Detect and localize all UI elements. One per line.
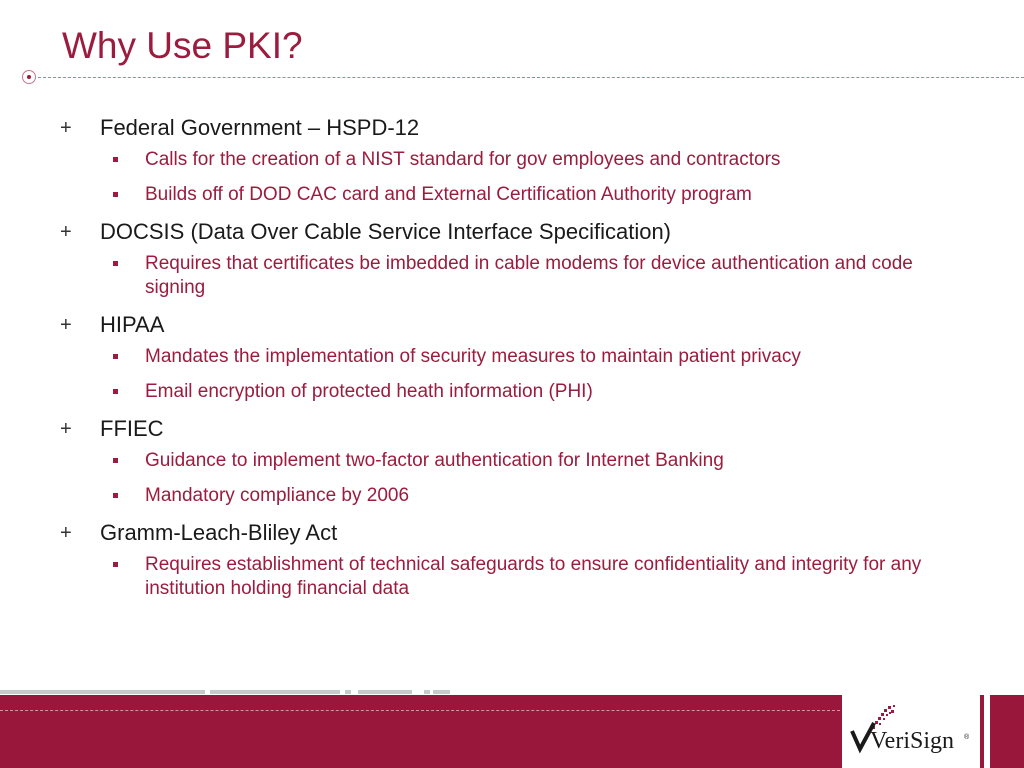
sub-bullet bbox=[0, 484, 1024, 508]
sub-bullet-text: Mandates the implementation of security measures to maintain patient privacy bbox=[145, 346, 801, 367]
sub-bullet-list bbox=[0, 553, 1024, 601]
verisign-logo bbox=[842, 695, 980, 768]
bullet-text: DOCSIS (Data Over Cable Service Interface Specification) bbox=[100, 219, 672, 244]
bullet-item bbox=[0, 311, 1024, 404]
registered-mark: ® bbox=[964, 734, 970, 741]
plus-bullet-icon: + bbox=[60, 221, 72, 243]
square-bullet-icon bbox=[113, 261, 118, 266]
plus-bullet-icon: + bbox=[60, 522, 72, 544]
sub-bullet bbox=[0, 183, 1024, 207]
sub-bullet-list bbox=[0, 252, 1024, 300]
circle-dot-icon bbox=[22, 70, 36, 84]
verisign-checkmark-logo bbox=[848, 701, 974, 763]
footer-bar bbox=[345, 690, 351, 694]
sub-bullet-text: Builds off of DOD CAC card and External Certification Authority program bbox=[145, 184, 752, 205]
bullet-level1 bbox=[0, 114, 1024, 142]
sub-bullet-text: Guidance to implement two-factor authentication for Internet Banking bbox=[145, 450, 724, 471]
footer-bar bbox=[424, 690, 430, 694]
footer-divider-strip bbox=[984, 695, 990, 768]
square-bullet-icon bbox=[113, 192, 118, 197]
footer-bar bbox=[358, 690, 412, 694]
sub-bullet bbox=[0, 449, 1024, 473]
bullet-level1 bbox=[0, 519, 1024, 547]
sub-bullet-list bbox=[0, 345, 1024, 404]
square-bullet-icon bbox=[113, 157, 118, 162]
bullet-text: HIPAA bbox=[100, 312, 165, 337]
square-bullet-icon bbox=[113, 562, 118, 567]
bullet-level1 bbox=[0, 311, 1024, 339]
sub-bullet-text: Requires that certificates be imbedded in cable modems for device authentication and code signing bbox=[145, 253, 913, 298]
title-divider bbox=[38, 77, 1024, 78]
plus-bullet-icon: + bbox=[60, 418, 72, 440]
logo-wordmark: VeriSign bbox=[870, 728, 954, 754]
plus-bullet-icon: + bbox=[60, 314, 72, 336]
sub-bullet bbox=[0, 380, 1024, 404]
square-bullet-icon bbox=[113, 493, 118, 498]
footer-bar bbox=[0, 690, 205, 694]
bullet-level1 bbox=[0, 218, 1024, 246]
bullet-item bbox=[0, 114, 1024, 207]
sub-bullet-text: Requires establishment of technical safeguards to ensure confidentiality and integrity for any institution holding financial data bbox=[145, 554, 922, 599]
sub-bullet-text: Calls for the creation of a NIST standard for gov employees and contractors bbox=[145, 149, 781, 170]
slide-title: Why Use PKI? bbox=[62, 25, 303, 66]
square-bullet-icon bbox=[113, 354, 118, 359]
bullet-item bbox=[0, 218, 1024, 300]
bullet-text: Federal Government – HSPD-12 bbox=[100, 115, 420, 140]
plus-bullet-icon: + bbox=[60, 117, 72, 139]
sub-bullet-text: Email encryption of protected heath information (PHI) bbox=[145, 381, 593, 402]
square-bullet-icon bbox=[113, 458, 118, 463]
bullet-text: Gramm-Leach-Bliley Act bbox=[100, 520, 338, 545]
bullet-list bbox=[0, 106, 1024, 612]
sub-bullet-list bbox=[0, 148, 1024, 207]
sub-bullet-text: Mandatory compliance by 2006 bbox=[145, 485, 410, 506]
sub-bullet bbox=[0, 345, 1024, 369]
bullet-item bbox=[0, 519, 1024, 601]
sub-bullet bbox=[0, 553, 1024, 601]
bullet-item bbox=[0, 415, 1024, 508]
square-bullet-icon bbox=[113, 389, 118, 394]
footer-dashed-rule bbox=[0, 710, 840, 711]
bullet-level1 bbox=[0, 415, 1024, 443]
bullet-text: FFIEC bbox=[100, 416, 164, 441]
footer-bar bbox=[433, 690, 450, 694]
footer-bar bbox=[210, 690, 340, 694]
sub-bullet-list bbox=[0, 449, 1024, 508]
sub-bullet bbox=[0, 252, 1024, 300]
sub-bullet bbox=[0, 148, 1024, 172]
